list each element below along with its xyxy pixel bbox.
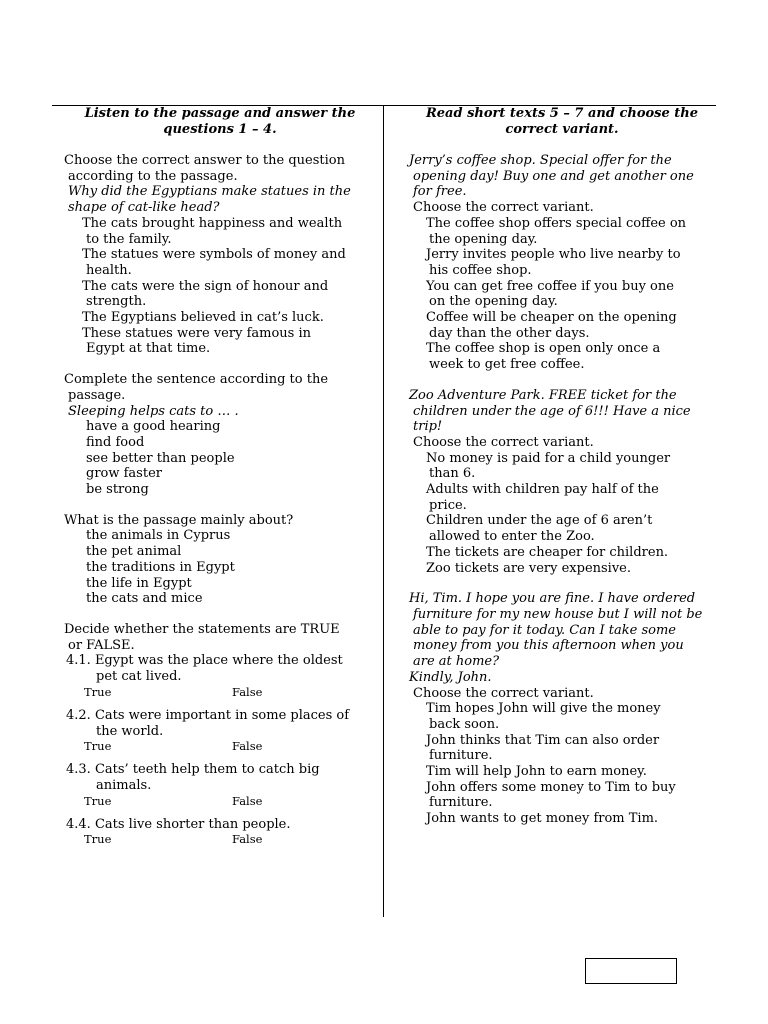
right-column (409, 106, 715, 827)
left-heading: Listen to the passage and answer the questions 1 – 4. (84, 106, 356, 137)
false-option[interactable]: False (232, 793, 263, 808)
text-5: Jerry’s coffee shop. Special offer for the opening day! Buy one and get another one for free. Choose the correct variant. The coffee shop offers special coffee on the opening day. Jerry invites people who live nearby to his coffee shop. You can get free coffee if you buy one on the opening day. Coffee will be cheaper on the opening day than the other days. The coffee shop is open only once a week to get free coffee. (409, 153, 715, 373)
q3-option[interactable]: the cats and mice (86, 591, 203, 607)
true-false-row (64, 739, 378, 753)
q2-option[interactable]: have a good hearing (86, 419, 221, 435)
question-2: Complete the sentence according to the passage. Sleeping helps cats to … . have a good hearing find food see better than people grow faster be strong (64, 372, 378, 498)
left-column (64, 106, 378, 846)
question-3: What is the passage mainly about? the animals in Cyprus the pet animal the traditions in Egypt the life in Egypt the cats and mice (64, 513, 378, 607)
t6-option[interactable]: Adults with children pay half of the price. (426, 482, 659, 513)
q2-option[interactable]: be strong (86, 482, 149, 498)
true-false-row (64, 832, 378, 846)
tf-statement: 4.3. Cats’ teeth help them to catch big animals. (66, 762, 320, 793)
true-option[interactable]: True (84, 832, 112, 847)
true-option[interactable]: True (84, 684, 112, 699)
q1-option[interactable]: The statues were symbols of money and health. (82, 247, 346, 278)
t5-option[interactable]: You can get free coffee if you buy one on the opening day. (426, 278, 674, 310)
q2-option[interactable]: find food (86, 434, 145, 450)
t5-option[interactable]: Coffee will be cheaper on the opening day than the other days. (426, 310, 677, 341)
q1-option[interactable]: The cats brought happiness and wealth to the family. (82, 215, 343, 247)
column-divider (383, 105, 384, 917)
q3-option[interactable]: the life in Egypt (86, 575, 192, 591)
t5-option[interactable]: Jerry invites people who live nearby to his coffee shop. (426, 247, 681, 278)
q1-option[interactable]: The Egyptians believed in cat’s luck. (82, 310, 324, 326)
q2-option[interactable]: grow faster (86, 466, 162, 482)
t7-option[interactable]: John offers some money to Tim to buy furniture. (426, 779, 676, 811)
q1-option[interactable]: These statues were very famous in Egypt at that time. (82, 325, 311, 357)
true-option[interactable]: True (84, 793, 112, 808)
q3-option[interactable]: the traditions in Egypt (86, 559, 235, 575)
page-number-box (585, 958, 677, 984)
t5-option[interactable]: The coffee shop offers special coffee on the opening day. (426, 215, 687, 247)
right-heading: Read short texts 5 – 7 and choose the correct variant. (425, 106, 699, 137)
q3-option[interactable]: the pet animal (86, 544, 182, 560)
q1-options (64, 216, 378, 357)
question-4: Decide whether the statements are TRUE or FALSE. 4.1. Egypt was the place where the oldest pet cat lived. True False 4.2. Cats were important in some places of the world. True False 4.3. Cats’ teeth help them to catch big animals. True False 4.4. Cats live shorter than people. True False (64, 622, 378, 846)
t7-option[interactable]: Tim hopes John will give the money back soon. (426, 701, 661, 732)
t7-option[interactable]: John wants to get money from Tim. (426, 811, 659, 827)
tf-statement: 4.2. Cats were important in some places of the world. (66, 707, 350, 739)
t6-option[interactable]: The tickets are cheaper for children. (426, 544, 669, 560)
false-option[interactable]: False (232, 739, 263, 754)
t5-option[interactable]: The coffee shop is open only once a week to get free coffee. (426, 341, 661, 373)
question-1: Choose the correct answer to the question according to the passage. Why did the Egyptians make statues in the shape of cat-like head? The cats brought happiness and wealth to the family. The statues were symbols of money and health. The cats were the sign of honour and strength. The Egyptians believed in cat’s luck. These statues were very famous in Egypt at that time. (64, 153, 378, 357)
false-option[interactable]: False (232, 684, 263, 699)
false-option[interactable]: False (232, 832, 263, 847)
q3-option[interactable]: the animals in Cyprus (86, 528, 231, 544)
true-false-row (64, 685, 378, 699)
t7-option[interactable]: Tim will help John to earn money. (426, 764, 647, 780)
true-false-row (64, 794, 378, 808)
t6-option[interactable]: No money is paid for a child younger than 6. (426, 450, 671, 482)
q2-option[interactable]: see better than people (86, 450, 235, 466)
t6-option[interactable]: Children under the age of 6 aren’t allowed to enter the Zoo. (426, 513, 653, 545)
t7-option[interactable]: John thinks that Tim can also order furniture. (426, 732, 660, 764)
text-6: Zoo Adventure Park. FREE ticket for the children under the age of 6!!! Have a nice trip! Choose the correct variant. No money is paid for a child younger than 6. Adults with children pay half of the price. Children under the age of 6 aren’t allowed to enter the Zoo. The tickets are cheaper for children. Zoo tickets are very expensive. (409, 388, 715, 576)
true-option[interactable]: True (84, 739, 112, 754)
tf-statement: 4.1. Egypt was the place where the oldest pet cat lived. (66, 653, 343, 685)
text-7: Hi, Tim. I hope you are fine. I have ordered furniture for my new house but I will not be able to pay for it today. Can I take some money from you this afternoon when you are at home? Kindly, John. Choose the correct variant. Tim hopes John will give the money back soon. John thinks that Tim can also order furniture. Tim will help John to earn money. John offers some money to Tim to buy furniture. John wants to get money from Tim. (409, 591, 715, 827)
tf-statement: 4.4. Cats live shorter than people. (66, 816, 291, 832)
t6-option[interactable]: Zoo tickets are very expensive. (426, 560, 632, 576)
q1-option[interactable]: The cats were the sign of honour and strength. (82, 278, 329, 310)
